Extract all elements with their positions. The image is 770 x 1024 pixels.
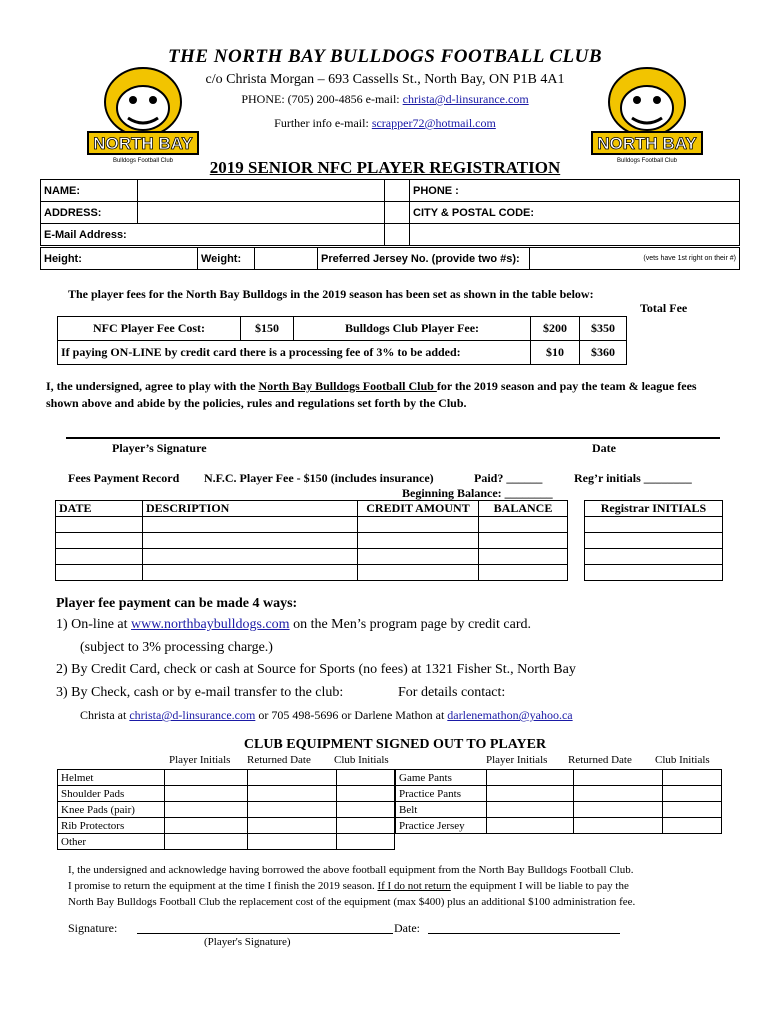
payment-record-table <box>55 500 723 581</box>
table-row[interactable] <box>58 786 395 802</box>
signature-field[interactable] <box>137 933 393 934</box>
equipment-item-belt: Belt <box>396 802 487 818</box>
col-credit: CREDIT AMOUNT <box>358 501 479 517</box>
email-field[interactable] <box>410 224 740 246</box>
record-reg-initials[interactable]: Reg’r initials ________ <box>574 471 692 485</box>
logo-subtext: Bulldogs Football Club <box>112 158 174 164</box>
vets-note: (vets have 1st right on their #) <box>530 248 740 270</box>
record-nfc-fee: N.F.C. Player Fee - $150 (includes insurance) <box>204 471 434 485</box>
table-row[interactable] <box>56 517 723 533</box>
table-row[interactable] <box>56 565 723 581</box>
form-title: 2019 SENIOR NFC PLAYER REGISTRATION <box>209 158 561 177</box>
name-label: NAME: <box>41 180 138 202</box>
record-beginning-balance[interactable]: Beginning Balance: ________ <box>402 486 553 500</box>
record-paid[interactable]: Paid? ______ <box>474 471 543 485</box>
fees-intro: The player fees for the North Bay Bulldogs in the 2019 season has been set as shown in the table below: <box>68 287 594 301</box>
signature-line <box>66 437 720 439</box>
table-row[interactable] <box>58 834 395 850</box>
total-fee-header: Total Fee <box>640 301 688 315</box>
col-club-initials-right: Club Initials <box>655 754 710 766</box>
col-description: DESCRIPTION <box>143 501 358 517</box>
table-row[interactable] <box>58 770 395 786</box>
table-row[interactable] <box>56 549 723 565</box>
online-total-value: $360 <box>580 341 627 365</box>
table-row[interactable] <box>396 818 722 834</box>
equipment-item-practice-jersey: Practice Jersey <box>396 818 487 834</box>
email-label: E-Mail Address: <box>41 224 385 246</box>
fees-table <box>57 316 627 365</box>
equipment-item-other: Other <box>58 834 165 850</box>
contact-email-1[interactable]: christa@d-linsurance.com <box>129 708 256 722</box>
ack-date-field[interactable] <box>428 933 620 934</box>
club-fee-value: $200 <box>531 317 580 341</box>
phone-label: PHONE : <box>410 180 740 202</box>
weight-label: Weight: <box>198 248 255 270</box>
col-registrar: Registrar INITIALS <box>585 501 723 517</box>
contact-email-2[interactable]: darlenemathon@yahoo.ca <box>447 708 573 722</box>
table-row[interactable] <box>396 770 722 786</box>
further-text: Further info e-mail: <box>274 116 372 130</box>
registration-table <box>40 179 740 246</box>
col-returned-date-right: Returned Date <box>568 754 632 766</box>
club-name: North Bay Bulldogs Football Club <box>258 379 437 393</box>
col-player-initials-right: Player Initials <box>486 754 548 766</box>
col-returned-date-left: Returned Date <box>247 754 311 766</box>
signature-label: Signature: <box>68 921 118 935</box>
city-label: CITY & POSTAL CODE: <box>410 202 740 224</box>
address-field[interactable] <box>138 202 385 224</box>
logo-subtext: Bulldogs Football Club <box>616 158 678 164</box>
website-link[interactable]: www.northbaybulldogs.com <box>131 617 290 632</box>
weight-field[interactable] <box>255 248 318 270</box>
payment-item-3: 3) By Check, cash or by e-mail transfer to the club: <box>56 685 344 700</box>
equipment-title: CLUB EQUIPMENT SIGNED OUT TO PLAYER <box>243 737 547 752</box>
phone-text: PHONE: (705) 200-4856 e-mail: <box>241 92 403 106</box>
equipment-item-helmet: Helmet <box>58 770 165 786</box>
contact-line: Christa at christa@d-linsurance.com or 705 498-5696 or Darlene Mathon at darlenemathon@yahoo.ca <box>80 708 573 722</box>
players-signature-caption: (Player's Signature) <box>204 936 291 948</box>
logo-text: NORTH BAY <box>93 134 193 153</box>
nfc-fee-label: NFC Player Fee Cost: <box>58 317 241 341</box>
table-row[interactable] <box>396 786 722 802</box>
total-fee-value: $350 <box>580 317 627 341</box>
acknowledge-text: I, the undersigned and acknowledge having borrowed the above football equipment from the North Bay Bulldogs Football Club. I promise to return the equipment at the time I finish the 2019 season. If I do not return the equipment I will be liable to pay the North Bay Bulldogs Football Club the replacement cost of the equipment (max $400) plus an additional $100 administration fee. <box>68 864 636 908</box>
payment-item-1-note: (subject to 3% processing charge.) <box>80 640 273 655</box>
payment-item-3-contact: For details contact: <box>398 685 506 700</box>
col-balance: BALANCE <box>479 501 568 517</box>
club-phone <box>0 92 770 107</box>
logo-text: NORTH BAY <box>597 134 697 153</box>
phone-email-link[interactable]: christa@d-linsurance.com <box>402 92 529 106</box>
page-title: THE NORTH BAY BULLDOGS FOOTBALL CLUB <box>167 46 603 67</box>
name-field[interactable] <box>138 180 385 202</box>
equipment-table-right <box>395 769 722 834</box>
col-club-initials-left: Club Initials <box>334 754 389 766</box>
col-player-initials-left: Player Initials <box>169 754 231 766</box>
equipment-item-practice-pants: Practice Pants <box>396 786 487 802</box>
date-label: Date <box>592 441 616 455</box>
online-fee-label: If paying ON-LINE by credit card there is a processing fee of 3% to be added: <box>58 341 531 365</box>
record-title: Fees Payment Record <box>68 471 180 485</box>
table-row[interactable] <box>58 802 395 818</box>
online-fee-value: $10 <box>531 341 580 365</box>
table-row[interactable] <box>58 818 395 834</box>
col-date: DATE <box>56 501 143 517</box>
equipment-table-left <box>57 769 395 850</box>
club-address: c/o Christa Morgan – 693 Cassells St., North Bay, ON P1B 4A1 <box>205 72 565 87</box>
jersey-label: Preferred Jersey No. (provide two #s): <box>318 248 530 270</box>
address-label: ADDRESS: <box>41 202 138 224</box>
further-info <box>0 116 770 131</box>
equipment-item-knee-pads: Knee Pads (pair) <box>58 802 165 818</box>
payment-heading: Player fee payment can be made 4 ways: <box>56 596 298 611</box>
equipment-item-rib-protectors: Rib Protectors <box>58 818 165 834</box>
payment-item-1: 1) On-line at www.northbaybulldogs.com on the Men’s program page by credit card. <box>56 617 531 632</box>
further-email-link[interactable]: scrapper72@hotmail.com <box>371 116 496 130</box>
club-fee-label: Bulldogs Club Player Fee: <box>294 317 531 341</box>
table-row[interactable] <box>396 802 722 818</box>
payment-item-2: 2) By Credit Card, check or cash at Source for Sports (no fees) at 1321 Fisher St., North Bay <box>56 662 576 677</box>
nfc-fee-value: $150 <box>241 317 294 341</box>
agreement-text: I, the undersigned, agree to play with the North Bay Bulldogs Football Club for the 2019 season and pay the team & league fees shown above and abide by the policies, rules and regulations set forth by the Club. <box>46 379 697 410</box>
height-label: Height: <box>41 248 198 270</box>
equipment-item-shoulder-pads: Shoulder Pads <box>58 786 165 802</box>
table-row[interactable] <box>56 533 723 549</box>
player-signature-label: Player’s Signature <box>112 441 207 455</box>
height-row <box>40 247 740 270</box>
equipment-item-game-pants: Game Pants <box>396 770 487 786</box>
ack-date-label: Date: <box>394 921 420 935</box>
